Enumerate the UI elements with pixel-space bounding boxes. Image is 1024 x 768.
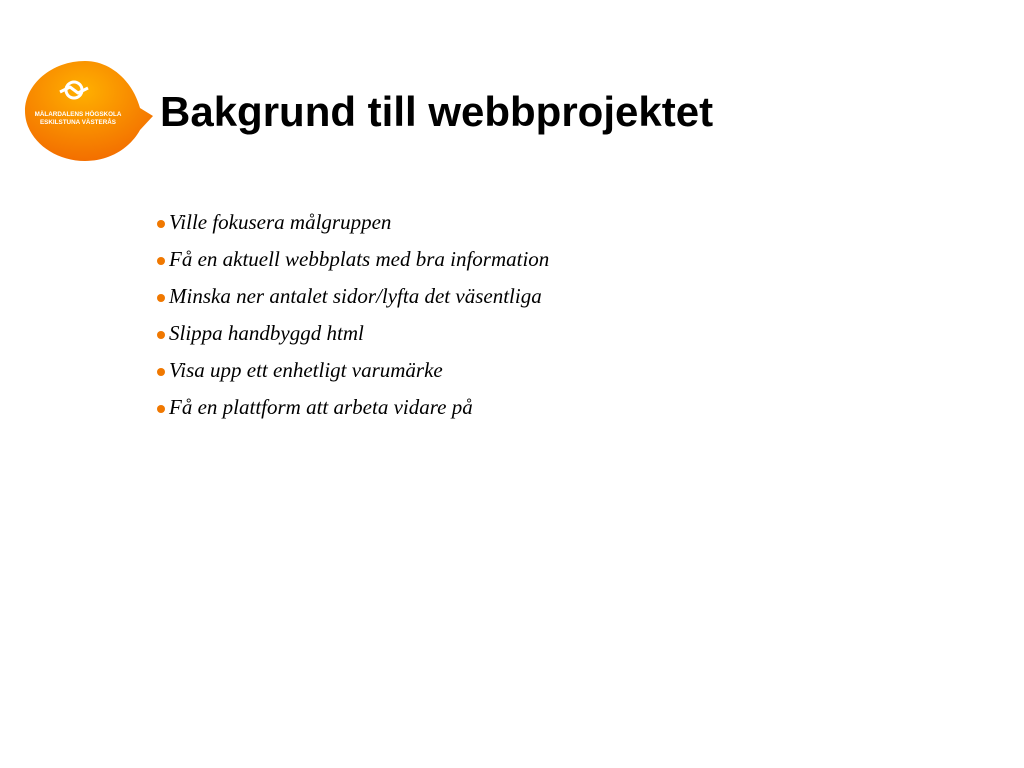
bullet-dot-icon [157, 368, 165, 376]
university-logo [22, 58, 154, 164]
bullet-item [157, 389, 549, 426]
bullet-dot-icon [157, 257, 165, 265]
bullet-item [157, 204, 549, 241]
bullet-item [157, 352, 549, 389]
logo-text-line1: MÄLARDALENS HÖGSKOLA [34, 111, 122, 118]
bullet-item [157, 241, 549, 278]
bullet-item [157, 315, 549, 352]
bullet-text: Ville fokusera målgruppen [169, 210, 392, 234]
bullet-text: Slippa handbyggd html [169, 321, 364, 345]
bullet-text: Visa upp ett enhetligt varumärke [169, 358, 443, 382]
bullet-dot-icon [157, 331, 165, 339]
logo-badge [22, 58, 154, 164]
bullet-dot-icon [157, 294, 165, 302]
bullet-dot-icon [157, 220, 165, 228]
bullet-text: Få en aktuell webbplats med bra information [169, 247, 550, 271]
bullet-item [157, 278, 549, 315]
bullet-list [157, 204, 549, 426]
slide-title: Bakgrund till webbprojektet [160, 88, 714, 135]
logo-text-line2: ESKILSTUNA VÄSTERÅS [39, 119, 117, 126]
bullet-text: Minska ner antalet sidor/lyfta det väsentliga [169, 284, 542, 308]
bullet-text: Få en plattform att arbeta vidare på [169, 395, 473, 419]
bullet-dot-icon [157, 405, 165, 413]
